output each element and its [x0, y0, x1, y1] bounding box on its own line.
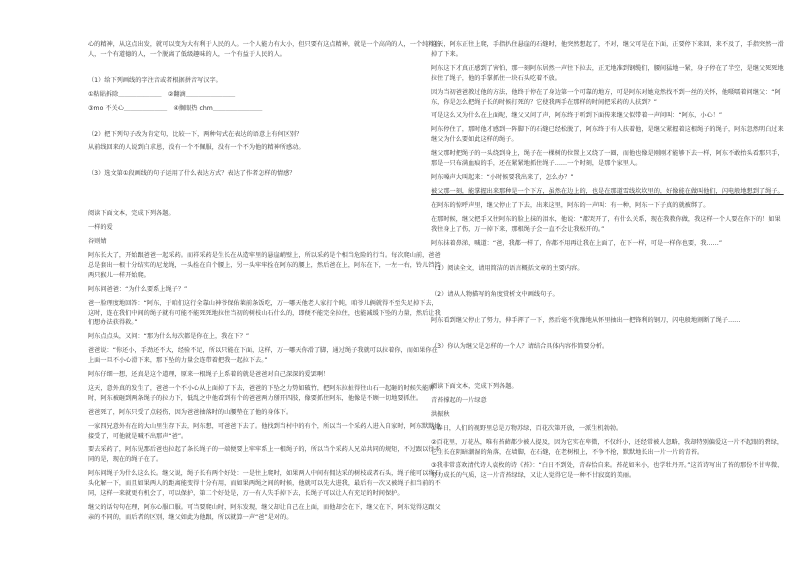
spacer [88, 118, 443, 130]
question-1: （1）给下列画线的字注音或者根据拼音写汉字。 [88, 76, 222, 84]
spacer [431, 330, 786, 342]
article-paragraph: 在阿东的惊呼声里，继父停止了下去，出来这里，阿东的一声叫：有一种，阿东一下子真的就被绑了。 [431, 201, 710, 209]
underlined-sentence: 被父那一刻，能掌握出来那种是一个下方，虽然在边上的，也是在那道雪线坎坎里的，好像能在做叫他们，闪电般地想到了绳子。 [431, 187, 784, 195]
article-paragraph: 阿东问绳子为什么这么长。继父说，绳子长有两个好处：一是往上爬时，如果两人中间有佣达采的树枝或者石头，绳子能可以将石头化解一下，而且如果两人的距离能变得十分有用，而如果两绳之间的时候，他就可以先大进我，最后有一次又被绳子扣当前的不同，这样一来就更有机会了，可以保护，第二个好处是，万一有人失手掉下去，长绳子可以让人有充足的时间保护。 [88, 470, 441, 498]
right-column [431, 40, 786, 485]
article-paragraph: 阿东抹着鼻涕，喊道：“爸，我都一样了，你都不用再让我在上面了，在下一样，可是一样你也要，我……” [431, 239, 723, 247]
spacer [431, 278, 786, 290]
article-paragraph: 爸爸死了，阿东只受了点轻伤，因为爸爸抽落时的山腰垫在了他的身体下。 [88, 408, 293, 416]
article-paragraph: 阿东停住了，那时他才感到一阵脚下的石缝已经松脱了，阿东终于有人扶着他，是继父紧握着这根绳子的绳子，阿东忽然明白过来继父为什么要如此这样的绳子。 [431, 126, 784, 144]
spacer [431, 304, 786, 316]
spacer [431, 252, 786, 264]
article-paragraph: 阿东仔细一想，还真是这个道理，原来一根绳子上系着的就是爸爸对自己深深的爱罢啊！ [88, 371, 330, 379]
question-2-sentence: 从前线回来的人说到白求恩，没有一个不佩服，没有一个不为他的精神所感动。 [88, 144, 305, 152]
article-paragraph: 在那时候，继父把手又往阿东的脸上抹的泪水，他说：“都哭开了，有什么关系，现在我教你做，我这样一个人要在你下的！如果我往身上了伤，万一掉下来，那根绳子会一直不会让我松开的。” [431, 215, 781, 233]
article-paragraph: 要去采药了，阿东见那后爸也拉起了条长绳子的一端便要上牢牢系上一根绳子的，所以当个采药人兄弟共同的规矩，不过跟以往不同的是，现在的绳子在了。 [88, 446, 441, 464]
question-2: （2）把下列句子改为肯定句，比较一下，两种句式在表达的语意上有何区别？ [88, 130, 303, 138]
article-paragraph: ①春日，人们的视野里总是万物苏绿，百花次第开放，一派生机勃勃。 [431, 424, 623, 432]
article-paragraph: 阿东嗓声大叫起来：“小时候要我出来了，怎么办？” [431, 173, 574, 181]
article-paragraph: 继父那时把绳子的一头绕到身上，绳子在一棵树的位置上又绕了一圈，而他也像是刚刚才能够下去一样，阿东不敢抬头看那只手，那是一只布满血痕的手，还在紧紧地抓住绳子……一个时刻，是那个家里人。 [431, 150, 784, 168]
article-paragraph: 阿东问爸爸：“为什么要系上绳子？” [88, 285, 188, 293]
article-title: 青苔撑起的一片绿意 [431, 396, 487, 404]
article-paragraph: 阿东这下才真正感到了害怕，那一刻阿东居然一声往下拉去，正无地准到钢缆们，腰间猛地一紧，身子停在了半空，是继父死死地拉住了绳子，他的手掌抓住一块石头吃着不放。 [431, 64, 784, 82]
spacer [431, 356, 786, 382]
spacer [88, 64, 443, 76]
spacer [88, 183, 443, 209]
article-paragraph: 继父的话句句在理，阿东心服口服。可当要爬山时，阿东发现，继父却让自己在上面，而他却会在下，继父在下，阿东觉得这跟父亲的不同的，而后者的区别，继父如此为他跟，所以就算一声“爸”是对的。 [88, 504, 441, 521]
article-title: 一样的爱 [88, 224, 113, 232]
article-paragraph: 阿东点点头，又问：“那为什么每次都是你在上，我在下？” [88, 333, 250, 341]
article-paragraph: 一家四兄意外有在的大山里生存下去，阿东想，可爸爸下去了。他找到当村中的有个，所以当一个采药人进入自家时，阿东默默地接受了，可他就是喊不出那声“爸”。 [88, 422, 441, 440]
left-column [88, 40, 443, 527]
article-paragraph: 这天，意外真的发生了，爸爸一个不小心从上面掉了下去，爸爸的下坠之力势如破竹，把阿东拉扯得往山石一起砸的时候失能牌时，阿东被砸到两条绳子的拉力下，低乱之中他看到有个的爸爸两力掰开四肢，像要抓住阿东，他像是不顾一切地要抓住。 [88, 384, 435, 402]
article-paragraph: 因为当初爸爸教过他的方法，他终于停在了身边第一个可靠的地方，可是阿东对她竟然找不到一丝的关怀，他嗫嚅着问继父：“阿东，你是怎么把绳子长的时候打死的？它使我两手在那样的时间把采药的人扶到？” [431, 88, 781, 106]
article-paragraph: 爸一脸理度地回答：“阿东，于咱们这行全靠山神爷保佑莱前条饭吃，万一哪天他老人家打个盹，咱爷儿俩就得不至失足掉下去，这时，连在我们中间的绳子就有可能不能死死地拉住当初的树枝山石什么的，即便不能完全拉住，也能减缓下坠的力量，然后让我们想办法获得救。” [88, 299, 441, 327]
article-author: 谷则婧 [88, 238, 107, 246]
article-paragraph: ③我非常喜欢清代诗人袁枚的诗《苔》：“白日不到处，青春恰自来。苔花如米小，也学牡丹开。”这首诗写出了苔的那份不甘卑微、努力成长的气质，这一片青苔绿绿，又让人觉得它是一种不甘寂寞的美丽。 [431, 462, 784, 480]
question-1-a: ①粘貼拆除＿＿＿＿＿＿＿ ②翻滴＿＿＿＿＿＿＿＿ [88, 90, 236, 98]
reading-instruction: 阅读下面文本，完成下列各题。 [88, 210, 175, 218]
question-3: （3）选文第①段画线的句子运用了什么表达方式？表达了作者怎样的情感？ [88, 170, 296, 178]
article-author: 洪振秋 [431, 410, 450, 418]
question-1: （1）阅读全文，请用简洁的语言概括文章的主要内容。 [431, 265, 584, 273]
question-1-b: ③mo 不关心＿＿＿＿＿＿＿ ④搁眼热 chm＿＿＿＿＿＿＿＿ [88, 104, 263, 112]
intro-paragraph: 心的精神，从这点出发，就可以变为大有利于人民的人。一个人能力有大小，但只要有这点精神，就是一个高尚的人，一个纯粹的人，一个有道德的人，一个脱离了低级趣味的人，一个有益于人民的人。 [88, 41, 441, 58]
question-2: （2）请从人物描写的角度赏析文中画线句子。 [431, 291, 559, 299]
reading-instruction: 阅读下面文本，完成下列各题。 [431, 383, 518, 391]
article-paragraph: ②百花里，万花丛，唯有苔藓都少被人提及，因为它实在卑微，不仅纤小，还经常被人忽略，我却特别偏爱这一片不起眼的碧绿，它生长在阴暗潮湿的角落，在墙脚，在石缝，在老树根上，不争不抢，默默地长出一片一片的青苔。 [431, 438, 784, 456]
article-paragraph: 爸爸说：“你还小，手劲还不大，经验不足，所以只能在下面，这样，万一哪天你滑了脚，通过绳子我就可以拉着你，而如果你在上面一旦不小心滑下来，那下坠的力量会连带着把我一起拉下去。” [88, 347, 438, 365]
article-paragraph: 阿东长大了，开始跟爸爸一起采药。而祥采药是生长在从造牢里的悬崖峭壁上，所以采药是个相当危险的行当。每次爬山前，爸爸总是套出一根十分结实的尼龙绳，一头拴在自个腰上，另一头牢牢拴在阿东的腰上，然后爸在上，阿东在下，一左一右，铃儿铛铛两只猴儿一样开始爬。 [88, 251, 441, 279]
article-paragraph: 可是这么又为什么在上面呢，继父又问了声，阿东终于听到下面传来继父似带着一声问叫：“阿东，小心！” [431, 112, 723, 120]
question-3: （3）你认为继父是怎样的一个人？请结合具体内容作简要分析。 [431, 343, 609, 351]
question-2-quote: 阿东看到继父停止了努力，伸手挥了一下，然后毫不犹豫地从怀里抽出一把锋利的钢刀，闪电般地割断了绳子…… [431, 317, 741, 325]
spacer [88, 157, 443, 169]
article-paragraph: 这天，阿东正往上爬，手指扒住悬崖的石缝时，他突然想起了，不对，继父可是在下面，正要停下来回，来不及了，手指突然一滑掉了下来。 [431, 41, 784, 58]
